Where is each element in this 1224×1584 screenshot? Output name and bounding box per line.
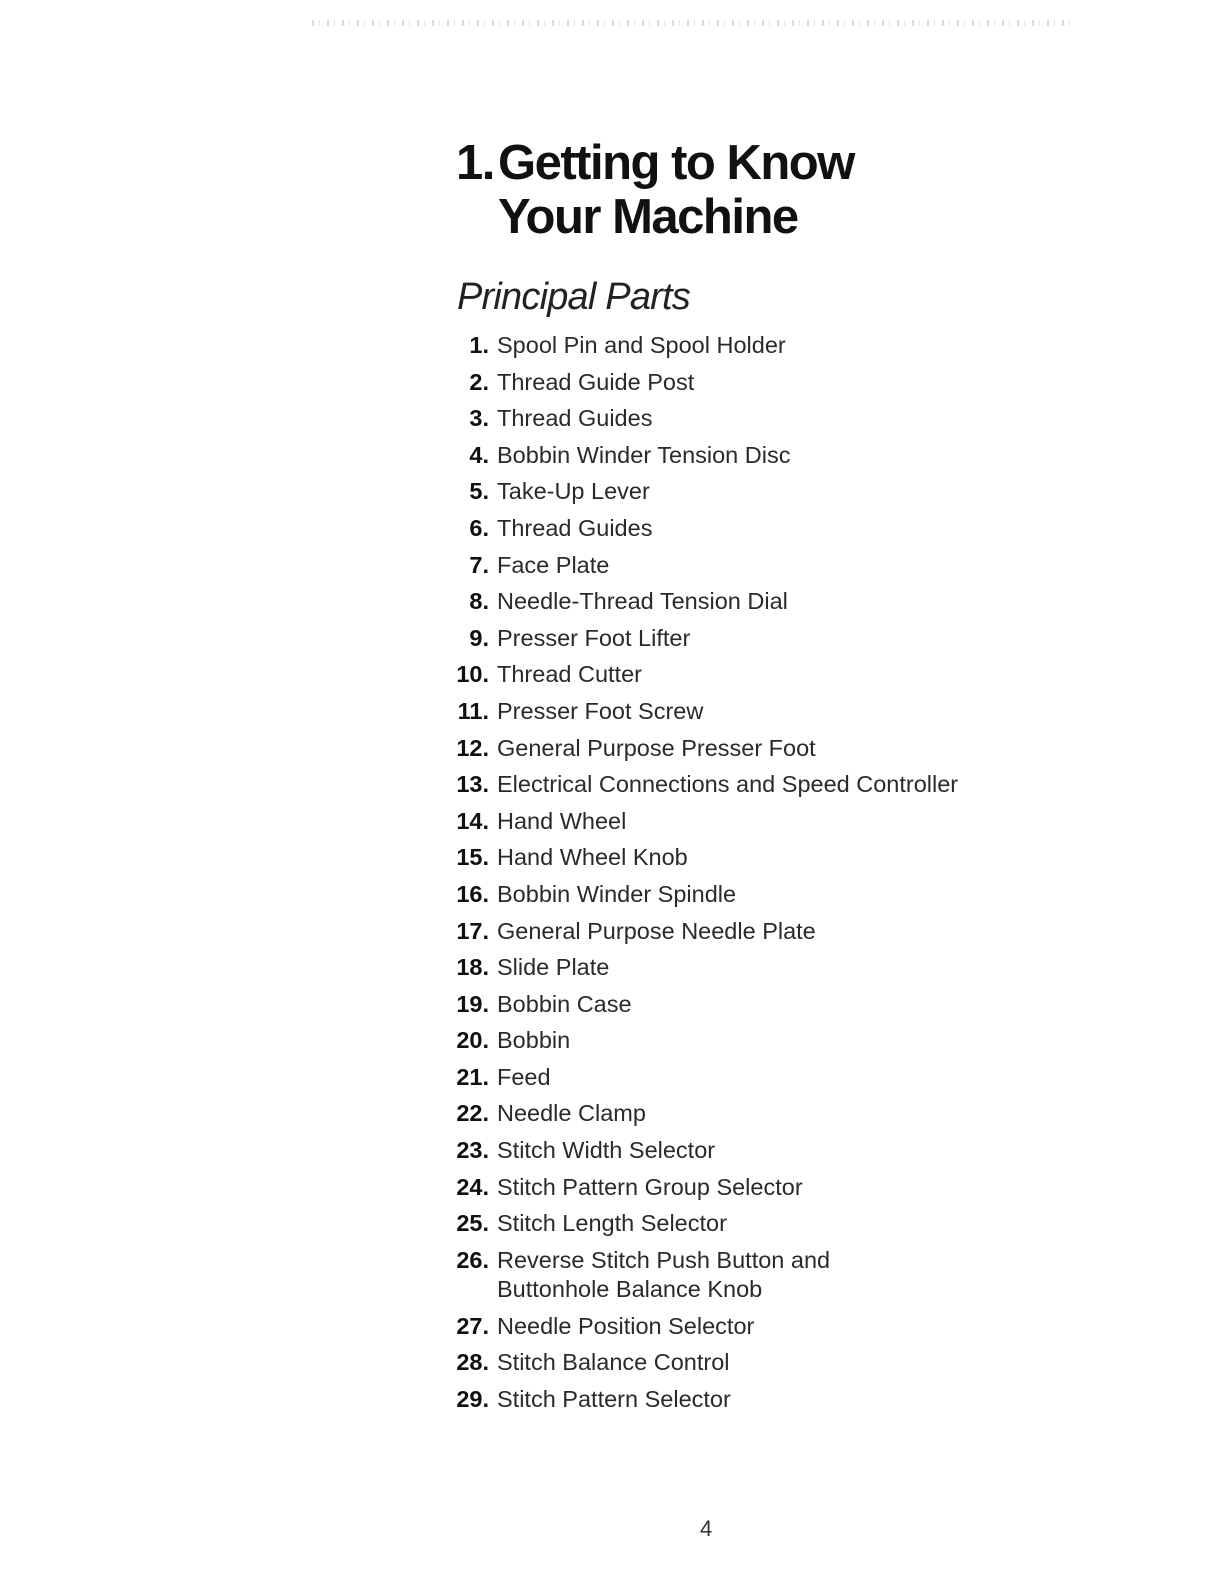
- chapter-title: [456, 136, 854, 244]
- part-number: 10.: [456, 661, 489, 688]
- part-name: Stitch Balance Control: [497, 1349, 730, 1376]
- list-item: [452, 1348, 1012, 1385]
- part-name: Hand Wheel: [497, 807, 627, 834]
- list-item: [452, 331, 1012, 368]
- part-number: 21.: [456, 1063, 489, 1090]
- chapter-number: 1.: [456, 136, 494, 190]
- part-number: 7.: [469, 551, 489, 578]
- part-name: Bobbin Winder Spindle: [497, 880, 737, 907]
- list-item: [452, 1026, 1012, 1063]
- part-number: 19.: [456, 990, 489, 1017]
- part-name: Take-Up Lever: [497, 478, 650, 505]
- part-name: General Purpose Needle Plate: [497, 917, 816, 944]
- part-number: 14.: [456, 807, 489, 834]
- part-number: 24.: [456, 1173, 489, 1200]
- part-number: 15.: [456, 844, 489, 871]
- page-number: 4: [700, 1516, 713, 1541]
- list-item: [452, 770, 1012, 807]
- part-number: 20.: [456, 1027, 489, 1054]
- part-name: Hand Wheel Knob: [497, 844, 688, 871]
- part-number: 28.: [456, 1349, 489, 1376]
- part-name: Stitch Pattern Selector: [497, 1386, 731, 1413]
- list-item: [452, 734, 1012, 771]
- list-item: [452, 1136, 1012, 1173]
- list-item: [452, 660, 1012, 697]
- list-item: [452, 477, 1012, 514]
- part-name: Thread Guides: [497, 405, 653, 432]
- list-item: [452, 917, 1012, 954]
- part-number: 4.: [469, 441, 489, 468]
- part-name: General Purpose Presser Foot: [497, 734, 816, 761]
- part-name: Spool Pin and Spool Holder: [497, 332, 786, 358]
- section-heading: Principal Parts: [457, 276, 690, 318]
- part-name: Stitch Pattern Group Selector: [497, 1173, 803, 1200]
- part-number: 1.: [469, 332, 489, 358]
- list-item: [452, 368, 1012, 405]
- part-name: Slide Plate: [497, 954, 610, 981]
- parts-list: [452, 331, 1012, 1422]
- list-item: [452, 1099, 1012, 1136]
- part-number: 11.: [457, 697, 489, 724]
- scan-edge-artifact: [312, 20, 1072, 26]
- part-name: Bobbin Winder Tension Disc: [497, 441, 791, 468]
- part-number: 3.: [469, 405, 489, 432]
- part-name: Electrical Connections and Speed Controller: [497, 771, 959, 798]
- list-item: [452, 953, 1012, 990]
- part-number: 9.: [469, 624, 489, 651]
- chapter-title-line2: Your Machine: [498, 190, 798, 244]
- part-name: Stitch Width Selector: [497, 1137, 716, 1164]
- part-name: Needle Clamp: [497, 1100, 646, 1127]
- list-item: [452, 990, 1012, 1027]
- part-number: 8.: [469, 588, 489, 615]
- list-item: [452, 1063, 1012, 1100]
- list-item: [452, 1312, 1012, 1349]
- part-number: 5.: [469, 478, 489, 505]
- part-number: 6.: [469, 514, 489, 541]
- part-number: 22.: [456, 1100, 489, 1127]
- part-name: Thread Cutter: [497, 661, 642, 688]
- list-item: [452, 587, 1012, 624]
- list-item: [452, 441, 1012, 478]
- part-number: 17.: [456, 917, 489, 944]
- part-name: Needle-Thread Tension Dial: [497, 588, 788, 615]
- part-number: 12.: [456, 734, 489, 761]
- list-item: [452, 1209, 1012, 1246]
- list-item: [452, 880, 1012, 917]
- chapter-title-line1: Getting to Know: [498, 136, 854, 190]
- part-number: 18.: [456, 954, 489, 981]
- part-name: Bobbin Case: [497, 990, 632, 1017]
- part-name: Face Plate: [497, 551, 610, 578]
- part-number: 16.: [456, 880, 489, 907]
- part-name: Bobbin: [497, 1027, 571, 1054]
- part-number: 2.: [469, 368, 489, 395]
- part-number: 25.: [456, 1210, 489, 1237]
- list-item: [452, 1385, 1012, 1422]
- part-number: 23.: [456, 1137, 489, 1164]
- part-number: 13.: [456, 771, 489, 798]
- part-name: Reverse Stitch Push Button and Buttonhole Balance Knob: [497, 1246, 831, 1302]
- part-number: 29.: [456, 1386, 489, 1413]
- part-name: Thread Guides: [497, 514, 653, 541]
- list-item: [452, 624, 1012, 661]
- list-item: [452, 1173, 1012, 1210]
- part-name: Presser Foot Lifter: [497, 624, 691, 651]
- part-number: 26.: [456, 1246, 489, 1273]
- list-item: [452, 514, 1012, 551]
- part-number: 27.: [456, 1312, 489, 1339]
- list-item: [452, 551, 1012, 588]
- list-item: [452, 807, 1012, 844]
- list-item: [452, 697, 1012, 734]
- list-item: [452, 1246, 1012, 1312]
- part-name: Thread Guide Post: [497, 368, 695, 395]
- part-name: Stitch Length Selector: [497, 1210, 727, 1237]
- part-name: Needle Position Selector: [497, 1312, 755, 1339]
- list-item: [452, 843, 1012, 880]
- list-item: [452, 404, 1012, 441]
- part-name: Feed: [497, 1063, 551, 1090]
- part-name: Presser Foot Screw: [497, 697, 704, 724]
